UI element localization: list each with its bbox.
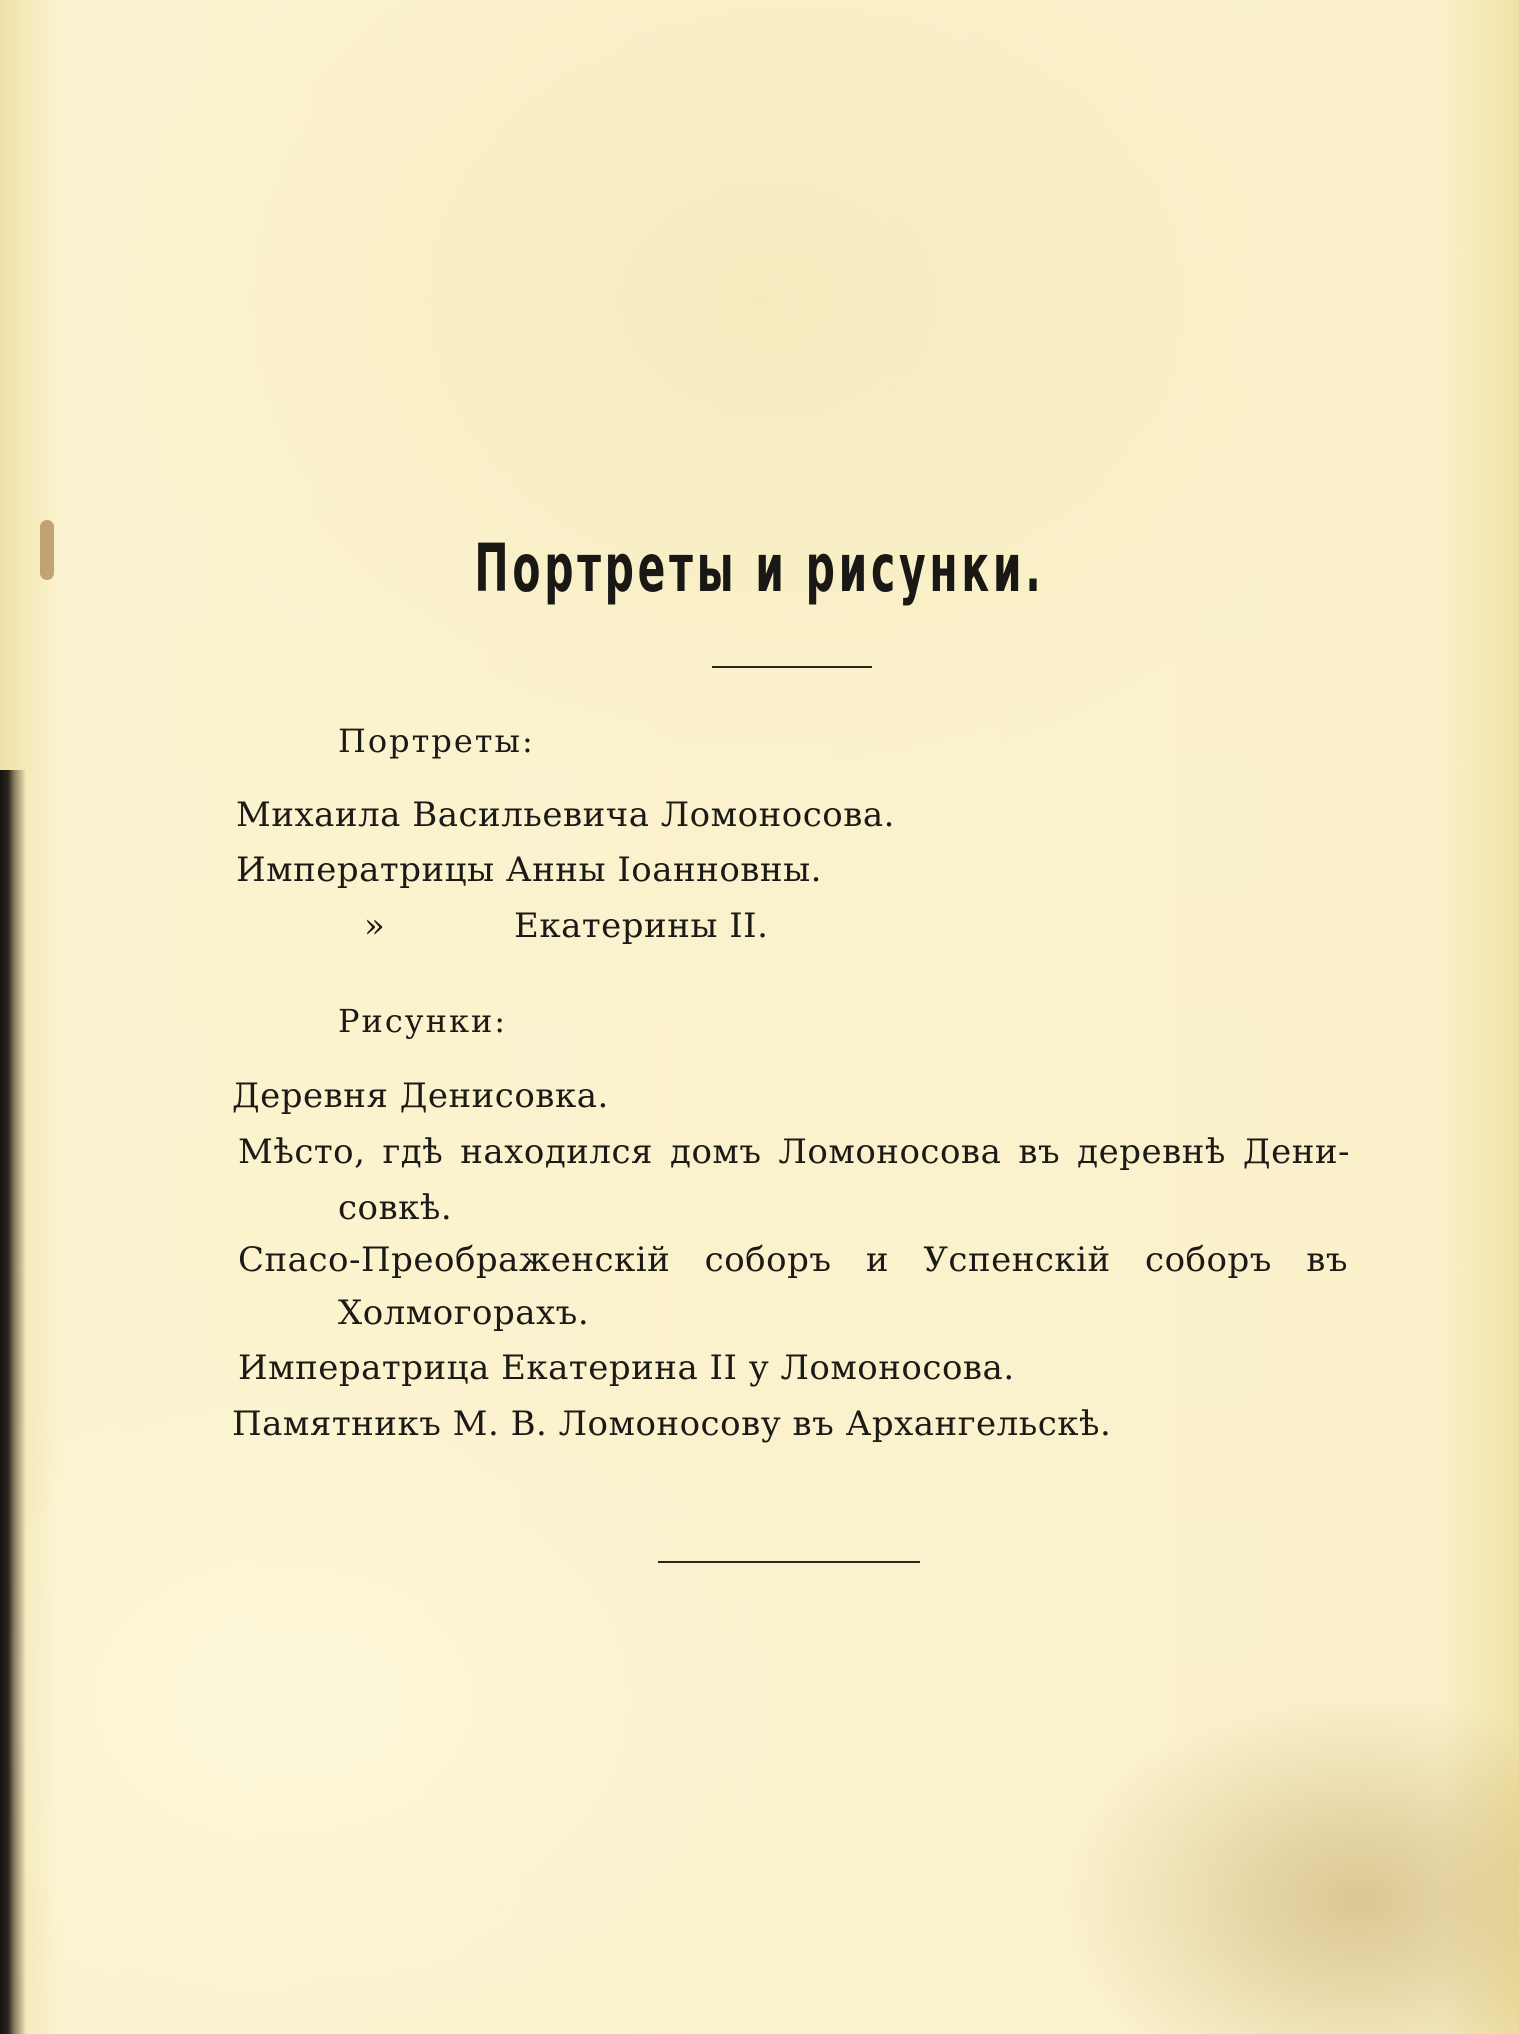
page-binding-edge [0, 770, 26, 2034]
drawing-item-continuation: совкѣ. [338, 1188, 453, 1228]
drawing-item: Мѣсто, гдѣ находился домъ Ломоносова въ деревнѣ Дени- [238, 1132, 1350, 1172]
drawing-item: Памятникъ М. В. Ломоносову въ Архангельскѣ. [232, 1404, 1112, 1444]
drawing-item-continuation: Холмогорахъ. [338, 1293, 590, 1333]
portraits-heading: Портреты: [338, 722, 535, 760]
portrait-item: Императрицы Анны Іоанновны. [236, 850, 822, 890]
page-title: Портреты и рисунки. [474, 530, 1045, 607]
end-divider [658, 1561, 920, 1563]
page-tear-mark [40, 520, 54, 580]
drawing-item: Деревня Денисовка. [232, 1076, 609, 1116]
drawing-item: Императрица Екатерина II у Ломоносова. [238, 1348, 1015, 1388]
drawing-item: Спасо-Преображенскій соборъ и Успенскій соборъ въ [238, 1240, 1348, 1280]
title-divider [712, 666, 872, 668]
drawings-heading: Рисунки: [338, 1002, 508, 1040]
ditto-mark: » [364, 906, 386, 946]
portrait-item: Екатерины II. [514, 906, 769, 946]
portrait-item: Михаила Васильевича Ломоносова. [236, 795, 895, 835]
